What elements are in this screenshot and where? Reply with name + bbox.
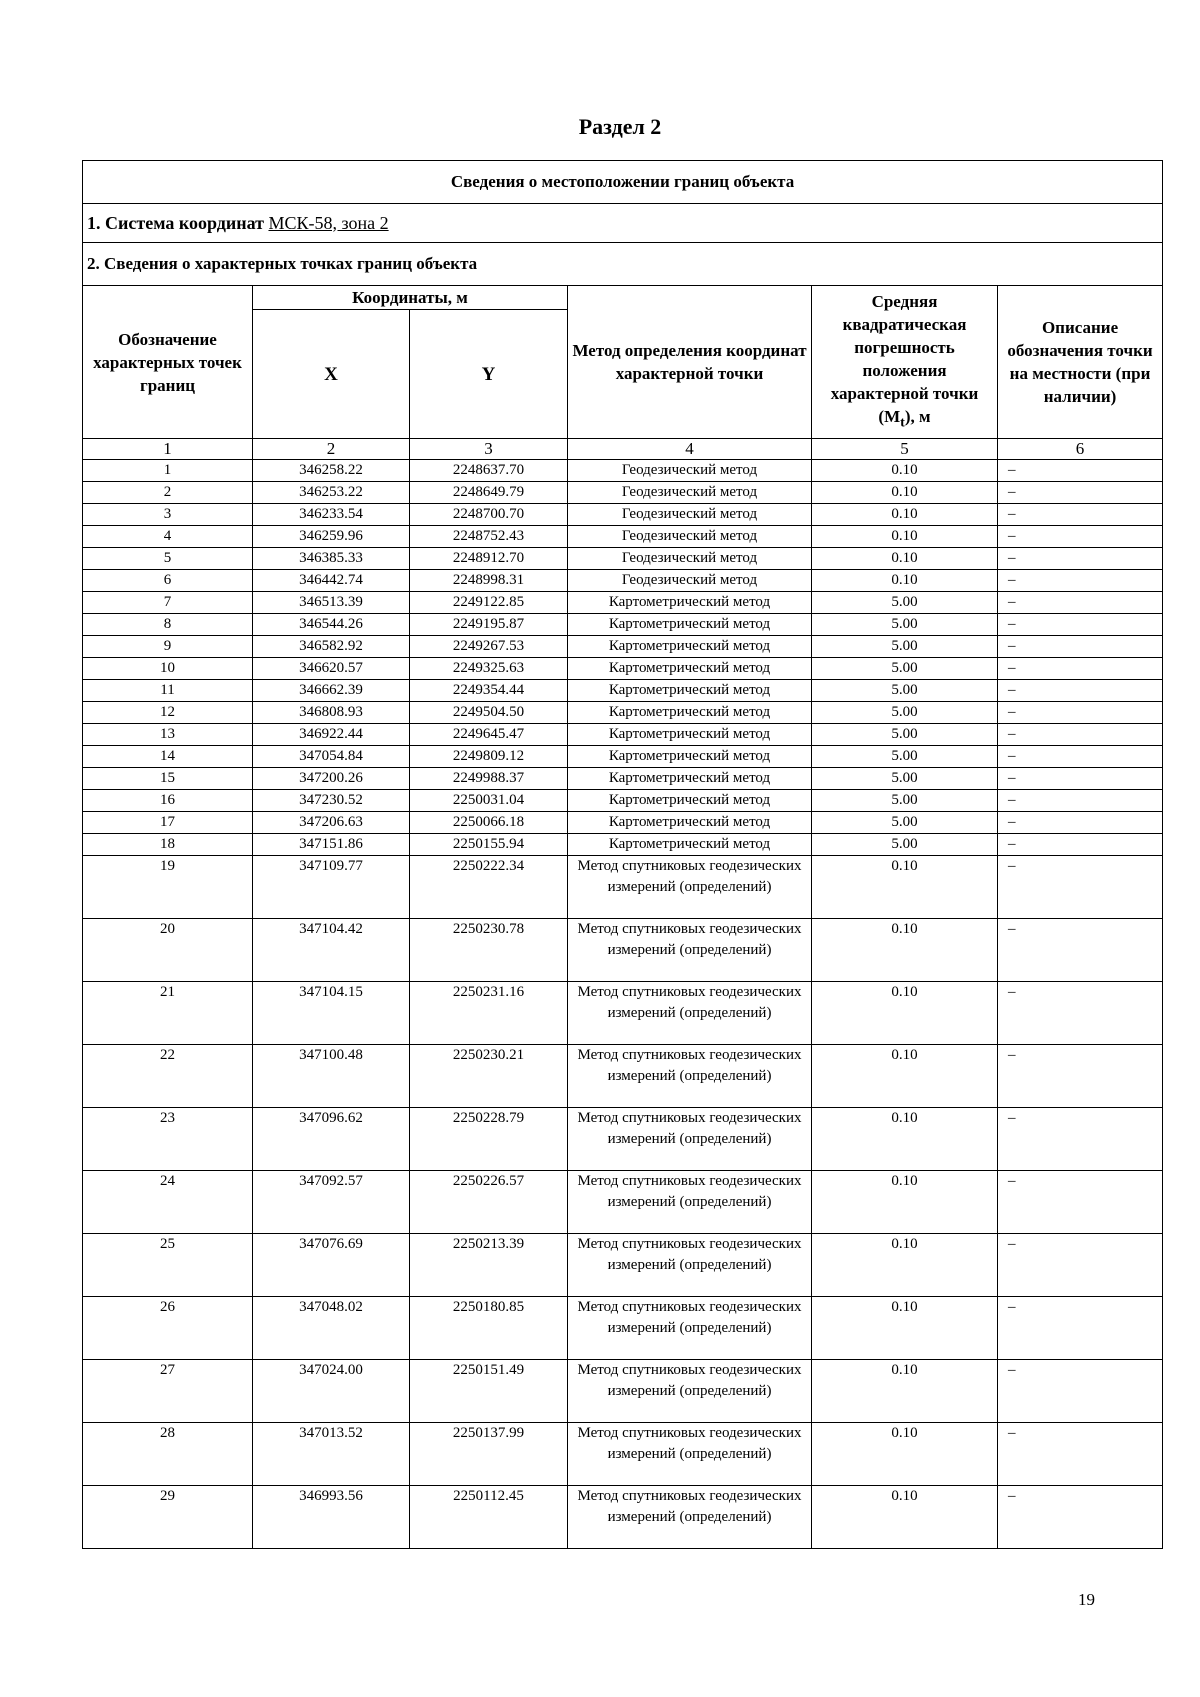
x-coordinate: 347024.00 <box>253 1360 410 1423</box>
table-row <box>83 768 1163 790</box>
point-number: 16 <box>83 790 253 812</box>
x-coordinate: 346620.57 <box>253 658 410 680</box>
error-value: 5.00 <box>812 790 998 812</box>
point-description: – <box>998 1234 1163 1297</box>
coord-system-row <box>83 204 1163 243</box>
y-coordinate: 2249325.63 <box>410 658 568 680</box>
point-number: 15 <box>83 768 253 790</box>
y-coordinate: 2250112.45 <box>410 1486 568 1549</box>
point-number: 10 <box>83 658 253 680</box>
table-row <box>83 460 1163 482</box>
error-value: 5.00 <box>812 812 998 834</box>
x-coordinate: 346259.96 <box>253 526 410 548</box>
method: Метод спутниковых геодезических измерений (определений) <box>568 982 812 1045</box>
column-number: 4 <box>568 439 812 460</box>
method: Метод спутниковых геодезических измерений (определений) <box>568 1360 812 1423</box>
error-value: 0.10 <box>812 482 998 504</box>
y-coordinate: 2248700.70 <box>410 504 568 526</box>
table-row <box>83 724 1163 746</box>
error-value: 5.00 <box>812 636 998 658</box>
point-number: 8 <box>83 614 253 636</box>
error-value: 0.10 <box>812 1171 998 1234</box>
method: Картометрический метод <box>568 702 812 724</box>
y-coordinate: 2249504.50 <box>410 702 568 724</box>
point-description: – <box>998 636 1163 658</box>
x-coordinate: 346582.92 <box>253 636 410 658</box>
table-row <box>83 526 1163 548</box>
method: Картометрический метод <box>568 658 812 680</box>
table-row <box>83 702 1163 724</box>
x-coordinate: 346385.33 <box>253 548 410 570</box>
y-coordinate: 2250231.16 <box>410 982 568 1045</box>
y-coordinate: 2249988.37 <box>410 768 568 790</box>
point-description: – <box>998 570 1163 592</box>
y-coordinate: 2250137.99 <box>410 1423 568 1486</box>
error-value: 0.10 <box>812 526 998 548</box>
error-value: 0.10 <box>812 1108 998 1171</box>
method: Картометрический метод <box>568 746 812 768</box>
x-coordinate: 346442.74 <box>253 570 410 592</box>
error-value: 0.10 <box>812 982 998 1045</box>
point-number: 14 <box>83 746 253 768</box>
x-coordinate: 347092.57 <box>253 1171 410 1234</box>
x-coordinate: 347104.15 <box>253 982 410 1045</box>
point-description: – <box>998 526 1163 548</box>
x-coordinate: 347200.26 <box>253 768 410 790</box>
method: Геодезический метод <box>568 460 812 482</box>
point-description: – <box>998 1486 1163 1549</box>
coord-system-label: 1. Система координат <box>87 212 264 233</box>
y-coordinate: 2250226.57 <box>410 1171 568 1234</box>
column-number: 6 <box>998 439 1163 460</box>
point-number: 25 <box>83 1234 253 1297</box>
point-description: – <box>998 724 1163 746</box>
x-coordinate: 347230.52 <box>253 790 410 812</box>
method: Картометрический метод <box>568 680 812 702</box>
table-row <box>83 919 1163 982</box>
error-value: 0.10 <box>812 548 998 570</box>
error-value: 0.10 <box>812 919 998 982</box>
x-coordinate: 347054.84 <box>253 746 410 768</box>
error-value: 0.10 <box>812 1045 998 1108</box>
x-coordinate: 346662.39 <box>253 680 410 702</box>
table-row <box>83 790 1163 812</box>
point-number: 2 <box>83 482 253 504</box>
method: Картометрический метод <box>568 592 812 614</box>
method: Метод спутниковых геодезических измерений (определений) <box>568 919 812 982</box>
point-number: 9 <box>83 636 253 658</box>
point-number: 27 <box>83 1360 253 1423</box>
table-row <box>83 680 1163 702</box>
error-value: 5.00 <box>812 724 998 746</box>
point-number: 20 <box>83 919 253 982</box>
method: Картометрический метод <box>568 790 812 812</box>
point-number: 18 <box>83 834 253 856</box>
error-value: 5.00 <box>812 834 998 856</box>
table-row <box>83 548 1163 570</box>
y-coordinate: 2250228.79 <box>410 1108 568 1171</box>
table-row <box>83 614 1163 636</box>
method: Метод спутниковых геодезических измерений (определений) <box>568 1045 812 1108</box>
header-x: X <box>253 310 410 439</box>
table-row <box>83 1108 1163 1171</box>
y-coordinate: 2249809.12 <box>410 746 568 768</box>
point-description: – <box>998 1360 1163 1423</box>
method: Картометрический метод <box>568 636 812 658</box>
x-coordinate: 346253.22 <box>253 482 410 504</box>
table-row <box>83 570 1163 592</box>
x-coordinate: 346258.22 <box>253 460 410 482</box>
y-coordinate: 2250230.21 <box>410 1045 568 1108</box>
method: Картометрический метод <box>568 812 812 834</box>
x-coordinate: 347151.86 <box>253 834 410 856</box>
table-row <box>83 1486 1163 1549</box>
table-row <box>83 1171 1163 1234</box>
table-row <box>83 856 1163 919</box>
x-coordinate: 347104.42 <box>253 919 410 982</box>
table-row <box>83 482 1163 504</box>
method: Метод спутниковых геодезических измерений (определений) <box>568 856 812 919</box>
table-row <box>83 1045 1163 1108</box>
point-description: – <box>998 504 1163 526</box>
point-description: – <box>998 919 1163 982</box>
error-value: 0.10 <box>812 1423 998 1486</box>
x-coordinate: 346922.44 <box>253 724 410 746</box>
y-coordinate: 2249122.85 <box>410 592 568 614</box>
y-coordinate: 2250180.85 <box>410 1297 568 1360</box>
point-description: – <box>998 702 1163 724</box>
points-title: 2. Сведения о характерных точках границ объекта <box>83 243 1163 286</box>
method: Картометрический метод <box>568 834 812 856</box>
y-coordinate: 2250230.78 <box>410 919 568 982</box>
method: Метод спутниковых геодезических измерений (определений) <box>568 1486 812 1549</box>
point-description: – <box>998 812 1163 834</box>
y-coordinate: 2250151.49 <box>410 1360 568 1423</box>
x-coordinate: 346513.39 <box>253 592 410 614</box>
table-row <box>83 1234 1163 1297</box>
method: Метод спутниковых геодезических измерений (определений) <box>568 1297 812 1360</box>
point-number: 6 <box>83 570 253 592</box>
table-row <box>83 1297 1163 1360</box>
point-number: 28 <box>83 1423 253 1486</box>
header-error-subscript: t <box>900 414 905 431</box>
header-description: Описание обозначения точки на местности (при наличии) <box>998 286 1163 439</box>
y-coordinate: 2248649.79 <box>410 482 568 504</box>
header-error-text: Средняя квадратическая погрешность положения характерной точки (M <box>830 291 979 426</box>
method: Геодезический метод <box>568 482 812 504</box>
table-row <box>83 812 1163 834</box>
error-value: 5.00 <box>812 702 998 724</box>
coord-system-value: МСК-58, зона 2 <box>268 212 389 233</box>
x-coordinate: 347048.02 <box>253 1297 410 1360</box>
error-value: 0.10 <box>812 570 998 592</box>
method: Картометрический метод <box>568 614 812 636</box>
point-description: – <box>998 982 1163 1045</box>
method: Геодезический метод <box>568 570 812 592</box>
point-number: 22 <box>83 1045 253 1108</box>
error-value: 0.10 <box>812 504 998 526</box>
y-coordinate: 2250213.39 <box>410 1234 568 1297</box>
point-description: – <box>998 1108 1163 1171</box>
object-title: Сведения о местоположении границ объекта <box>83 161 1163 204</box>
error-value: 5.00 <box>812 768 998 790</box>
x-coordinate: 347100.48 <box>253 1045 410 1108</box>
column-number: 1 <box>83 439 253 460</box>
point-number: 1 <box>83 460 253 482</box>
boundary-points-table <box>82 160 1163 1549</box>
header-method: Метод определения координат характерной точки <box>568 286 812 439</box>
point-number: 12 <box>83 702 253 724</box>
method: Геодезический метод <box>568 504 812 526</box>
column-number: 3 <box>410 439 568 460</box>
point-description: – <box>998 1045 1163 1108</box>
point-number: 19 <box>83 856 253 919</box>
y-coordinate: 2248637.70 <box>410 460 568 482</box>
x-coordinate: 347206.63 <box>253 812 410 834</box>
point-description: – <box>998 790 1163 812</box>
column-number: 2 <box>253 439 410 460</box>
y-coordinate: 2249354.44 <box>410 680 568 702</box>
point-number: 3 <box>83 504 253 526</box>
x-coordinate: 346544.26 <box>253 614 410 636</box>
point-number: 17 <box>83 812 253 834</box>
x-coordinate: 347096.62 <box>253 1108 410 1171</box>
table-row <box>83 746 1163 768</box>
x-coordinate: 347013.52 <box>253 1423 410 1486</box>
method: Геодезический метод <box>568 526 812 548</box>
error-value: 0.10 <box>812 1360 998 1423</box>
y-coordinate: 2250066.18 <box>410 812 568 834</box>
point-number: 11 <box>83 680 253 702</box>
point-description: – <box>998 482 1163 504</box>
header-error <box>812 286 998 439</box>
table-row <box>83 1423 1163 1486</box>
y-coordinate: 2250031.04 <box>410 790 568 812</box>
table-row <box>83 658 1163 680</box>
error-value: 0.10 <box>812 460 998 482</box>
point-number: 4 <box>83 526 253 548</box>
method: Картометрический метод <box>568 768 812 790</box>
point-description: – <box>998 834 1163 856</box>
table-row <box>83 636 1163 658</box>
point-description: – <box>998 1297 1163 1360</box>
point-number: 13 <box>83 724 253 746</box>
x-coordinate: 346233.54 <box>253 504 410 526</box>
point-number: 5 <box>83 548 253 570</box>
point-description: – <box>998 746 1163 768</box>
column-number: 5 <box>812 439 998 460</box>
header-y: Y <box>410 310 568 439</box>
table-row <box>83 982 1163 1045</box>
point-description: – <box>998 680 1163 702</box>
point-description: – <box>998 548 1163 570</box>
header-coordinates: Координаты, м <box>253 286 568 310</box>
point-description: – <box>998 614 1163 636</box>
error-value: 0.10 <box>812 1486 998 1549</box>
table-row <box>83 1360 1163 1423</box>
table-row <box>83 834 1163 856</box>
point-description: – <box>998 768 1163 790</box>
page-number: 19 <box>1078 1590 1095 1609</box>
method: Метод спутниковых геодезических измерений (определений) <box>568 1108 812 1171</box>
y-coordinate: 2250222.34 <box>410 856 568 919</box>
error-value: 0.10 <box>812 1234 998 1297</box>
point-number: 23 <box>83 1108 253 1171</box>
point-description: – <box>998 460 1163 482</box>
x-coordinate: 347109.77 <box>253 856 410 919</box>
point-description: – <box>998 658 1163 680</box>
header-error-tail: ), м <box>904 406 931 426</box>
table-row <box>83 592 1163 614</box>
method: Метод спутниковых геодезических измерений (определений) <box>568 1423 812 1486</box>
method: Метод спутниковых геодезических измерений (определений) <box>568 1234 812 1297</box>
y-coordinate: 2250155.94 <box>410 834 568 856</box>
point-number: 7 <box>83 592 253 614</box>
point-description: – <box>998 1171 1163 1234</box>
y-coordinate: 2248912.70 <box>410 548 568 570</box>
point-description: – <box>998 856 1163 919</box>
y-coordinate: 2248752.43 <box>410 526 568 548</box>
error-value: 5.00 <box>812 658 998 680</box>
error-value: 5.00 <box>812 592 998 614</box>
error-value: 5.00 <box>812 680 998 702</box>
point-description: – <box>998 592 1163 614</box>
method: Картометрический метод <box>568 724 812 746</box>
x-coordinate: 346808.93 <box>253 702 410 724</box>
y-coordinate: 2249195.87 <box>410 614 568 636</box>
error-value: 5.00 <box>812 746 998 768</box>
point-number: 26 <box>83 1297 253 1360</box>
header-designation: Обозначение характерных точек границ <box>83 286 253 439</box>
error-value: 5.00 <box>812 614 998 636</box>
x-coordinate: 347076.69 <box>253 1234 410 1297</box>
point-number: 24 <box>83 1171 253 1234</box>
method: Геодезический метод <box>568 548 812 570</box>
method: Метод спутниковых геодезических измерений (определений) <box>568 1171 812 1234</box>
error-value: 0.10 <box>812 856 998 919</box>
y-coordinate: 2249645.47 <box>410 724 568 746</box>
y-coordinate: 2249267.53 <box>410 636 568 658</box>
point-number: 21 <box>83 982 253 1045</box>
x-coordinate: 346993.56 <box>253 1486 410 1549</box>
error-value: 0.10 <box>812 1297 998 1360</box>
point-description: – <box>998 1423 1163 1486</box>
y-coordinate: 2248998.31 <box>410 570 568 592</box>
table-row <box>83 504 1163 526</box>
point-number: 29 <box>83 1486 253 1549</box>
section-title: Раздел 2 <box>578 114 662 139</box>
